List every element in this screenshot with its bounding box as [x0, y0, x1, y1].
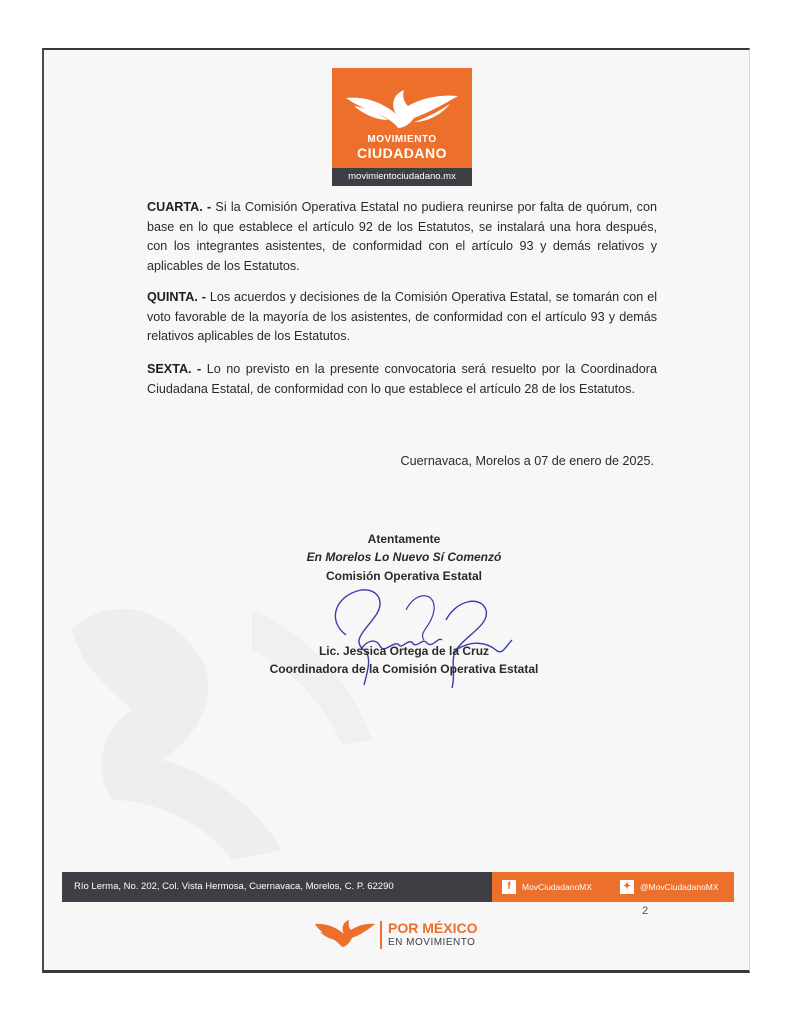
clause-cuarta — [147, 198, 657, 276]
date-line: Cuernavaca, Morelos a 07 de enero de 2025. — [400, 454, 654, 468]
signer-name: Lic. Jessica Ortega de la Cruz — [318, 644, 490, 658]
clause-label: SEXTA. - — [147, 362, 202, 376]
document-page — [42, 48, 750, 973]
clause-text: Lo no previsto en la presente convocatoria será resuelto por la Coordinadora Ciudadana Estatal, de conformidad con lo que establece el artículo 28 de los Estatutos. — [147, 362, 657, 396]
facebook-handle: MovCiudadanoMX — [522, 882, 592, 892]
website-url: movimientociudadano.mx — [332, 168, 472, 186]
eagle-small-icon — [314, 918, 376, 952]
slogan-line2: EN MOVIMIENTO — [388, 937, 476, 948]
twitter-icon: ✦ — [620, 880, 634, 894]
twitter-handle: @MovCiudadanoMX — [640, 882, 719, 892]
footer-address: Río Lerma, No. 202, Col. Vista Hermosa, Cuernavaca, Morelos, C. P. 62290 — [62, 872, 492, 902]
page-number: 2 — [642, 905, 649, 917]
commission-text: Comisión Operativa Estatal — [325, 569, 483, 583]
eagle-logo-icon — [344, 84, 460, 136]
facebook-icon: f — [502, 880, 516, 894]
slogan-line1: POR MÉXICO — [388, 920, 478, 936]
motto-text: En Morelos Lo Nuevo Sí Comenzó — [306, 550, 502, 564]
signer-title: Coordinadora de la Comisión Operativa Estatal — [269, 662, 539, 676]
logo-text-movimiento: MOVIMIENTO — [367, 134, 437, 145]
logo-separator — [380, 921, 382, 949]
clause-text: Si la Comisión Operativa Estatal no pudiera reunirse por falta de quórum, con base en lo que establece el artículo 92 de los Estatutos, se instalará una hora después, con los integrantes asistentes, de conformidad con el artículo 93 y demás relativos y aplicables de los Estatutos. — [147, 200, 657, 273]
clause-label: QUINTA. - — [147, 290, 206, 304]
por-mexico-logo — [314, 918, 484, 952]
movimiento-ciudadano-logo — [332, 68, 472, 186]
clause-label: CUARTA. - — [147, 200, 212, 214]
clause-text: Los acuerdos y decisiones de la Comisión Operativa Estatal, se tomarán con el voto favorable de la mayoría de los asistentes, de conformidad con el artículo 93 y demás relativos aplicables de los Estatutos. — [147, 290, 657, 343]
clause-quinta — [147, 288, 657, 347]
logo-text-ciudadano: CIUDADANO — [356, 145, 448, 161]
footer-social — [492, 872, 734, 902]
footer-bar — [62, 872, 734, 902]
closing-text: Atentamente — [367, 532, 441, 546]
clause-sexta — [147, 360, 657, 399]
